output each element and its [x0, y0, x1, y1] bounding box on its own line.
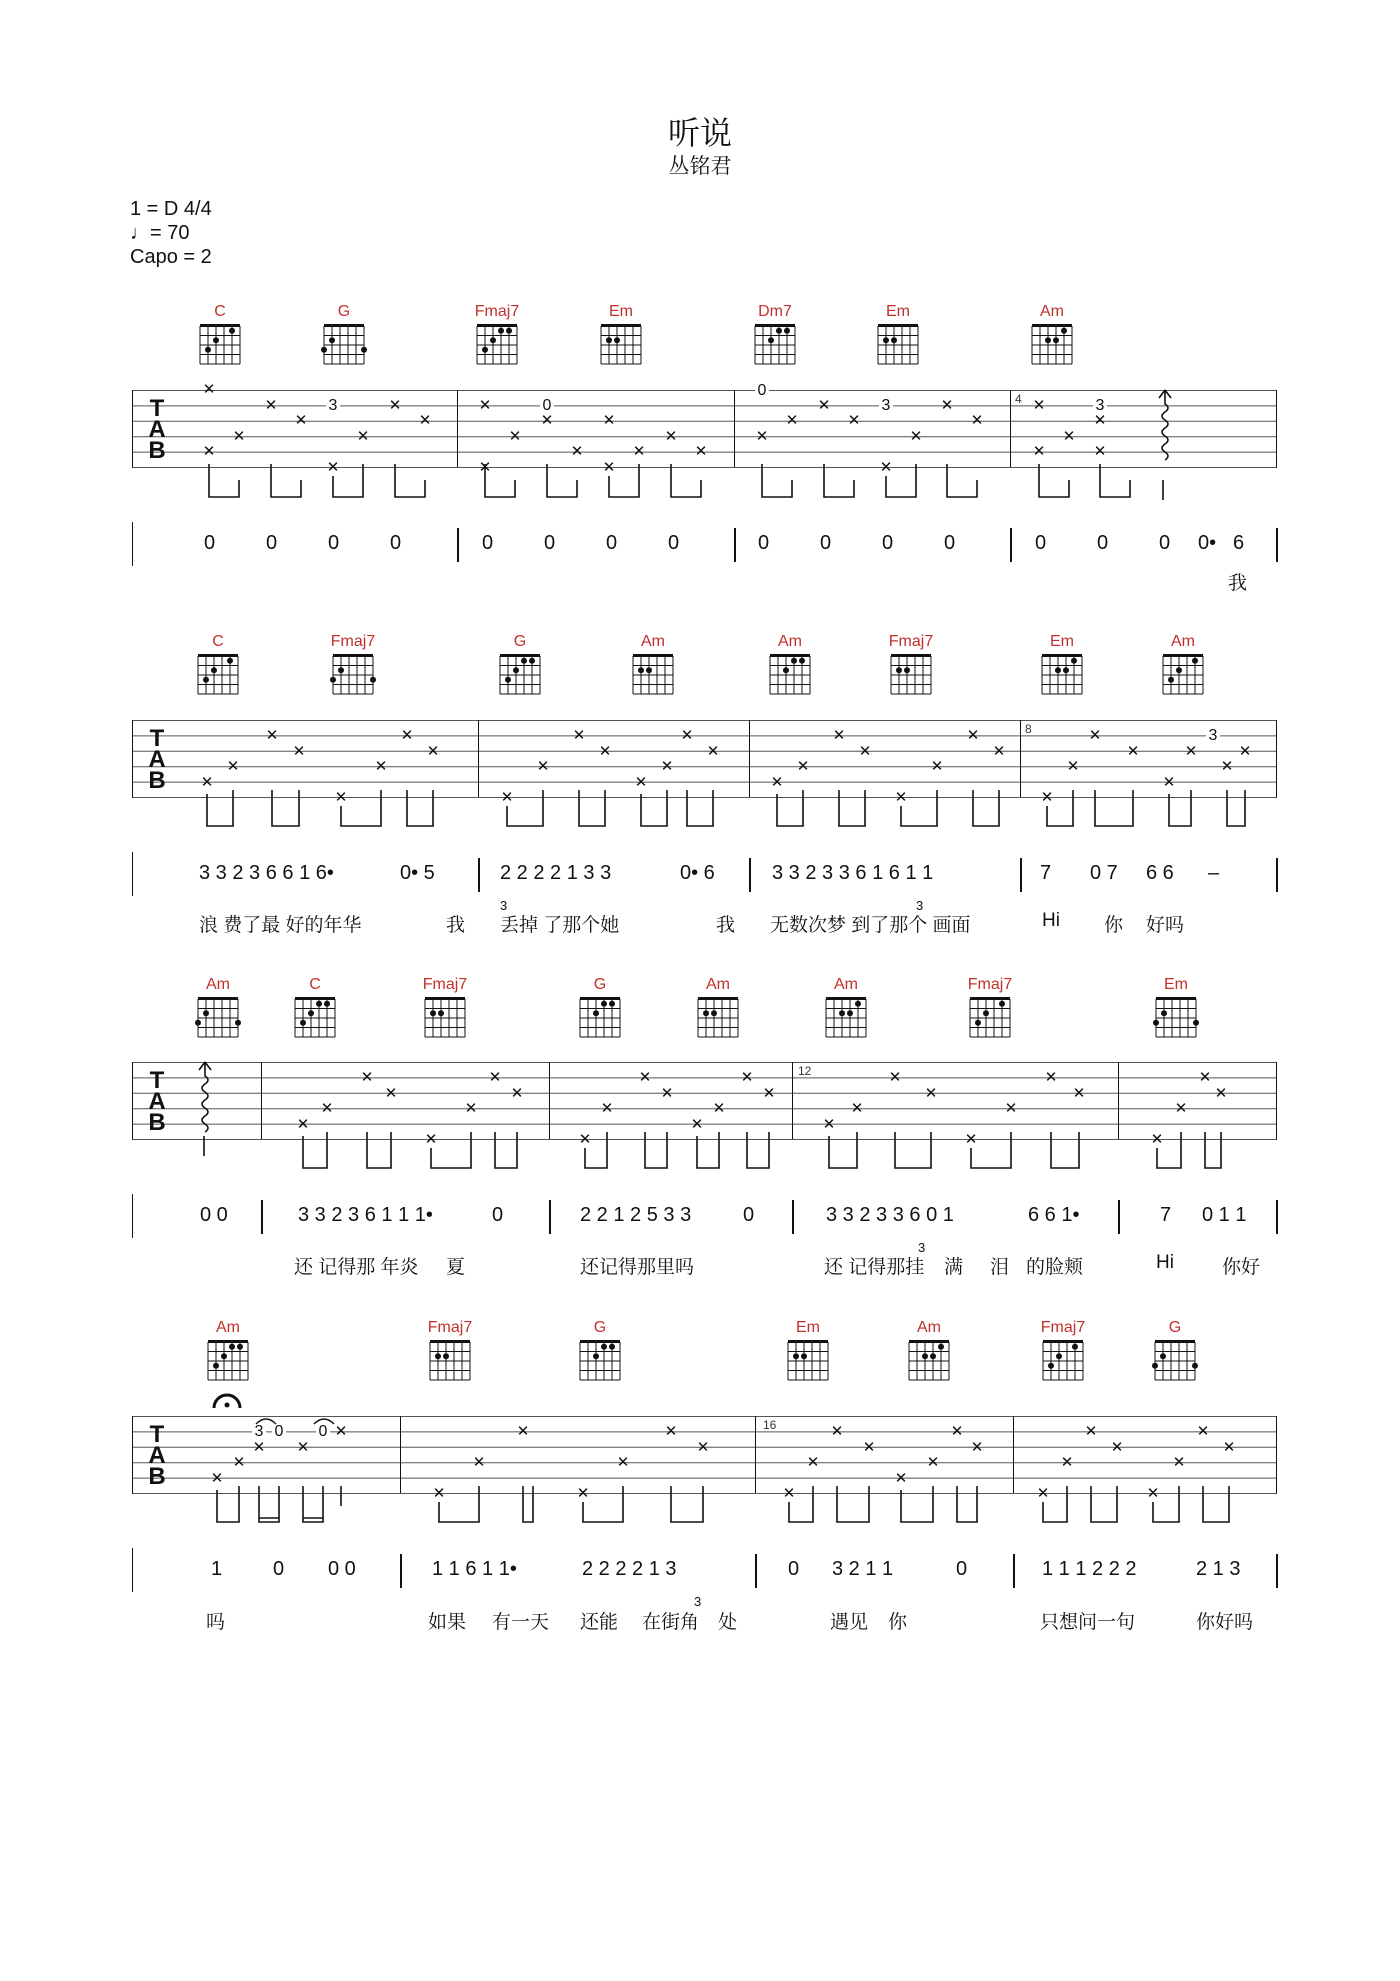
fret-number: 3 — [1093, 398, 1107, 414]
tuplet-mark: 3 — [500, 898, 508, 913]
x-note-icon: ✕ — [464, 1100, 478, 1117]
x-note-icon: ✕ — [232, 428, 246, 445]
x-note-icon: ✕ — [1060, 1454, 1074, 1471]
chord-diagram: Fmaj7 — [1033, 1318, 1093, 1382]
note: 3 3 2 3 3 6 0 1 — [826, 1204, 954, 1226]
note: 0 — [492, 1204, 504, 1226]
x-note-icon: ✕ — [320, 1100, 334, 1117]
lyric: 还 记得那 年炎 — [294, 1257, 419, 1278]
x-note-icon: ✕ — [1093, 443, 1107, 460]
x-note-icon: ✕ — [664, 1423, 678, 1440]
x-note-icon: ✕ — [894, 789, 908, 806]
chord-diagram: Fmaj7 — [323, 632, 383, 696]
x-note-icon: ✕ — [755, 428, 769, 445]
x-note-icon: ✕ — [832, 727, 846, 744]
fret-number: 3 — [1206, 728, 1220, 744]
note: 7 — [1160, 1204, 1172, 1226]
x-note-icon: ✕ — [264, 397, 278, 414]
note: 2 2 1 2 5 3 3 — [580, 1204, 692, 1226]
lyric: 你好 — [1222, 1257, 1261, 1278]
capo: Capo = 2 — [130, 246, 212, 268]
measure-number: 12 — [798, 1064, 812, 1078]
x-note-icon: ✕ — [660, 1085, 674, 1102]
note: 0 — [668, 532, 680, 554]
lyric: 夏 — [446, 1257, 466, 1278]
x-note-icon: ✕ — [508, 428, 522, 445]
x-note-icon: ✕ — [1036, 1485, 1050, 1502]
x-note-icon: ✕ — [1146, 1485, 1160, 1502]
lyric: 你好吗 — [1196, 1612, 1254, 1633]
x-note-icon: ✕ — [374, 758, 388, 775]
x-note-icon: ✕ — [706, 743, 720, 760]
beam-layer — [0, 1486, 1400, 1546]
note: 2 2 2 2 1 3 3 — [500, 862, 612, 884]
x-note-icon: ✕ — [1198, 1069, 1212, 1086]
x-note-icon: ✕ — [292, 743, 306, 760]
note: 0 — [758, 532, 770, 554]
note: 3 3 2 3 6 6 1 6• — [199, 862, 334, 884]
chord-grid-icon — [426, 1338, 474, 1382]
x-note-icon: ✕ — [992, 743, 1006, 760]
x-note-icon: ✕ — [740, 1069, 754, 1086]
tab-clef: T A B — [148, 1421, 166, 1490]
chord-diagram: G — [570, 1318, 630, 1382]
tab-staff — [132, 1416, 1277, 1496]
x-note-icon: ✕ — [1214, 1085, 1228, 1102]
x-note-icon: ✕ — [822, 1116, 836, 1133]
lyric: 浪 费了最 好的年华 — [199, 915, 362, 936]
x-note-icon: ✕ — [202, 443, 216, 460]
x-note-icon: ✕ — [418, 412, 432, 429]
x-note-icon: ✕ — [847, 412, 861, 429]
note: – — [1208, 862, 1220, 884]
x-note-icon: ✕ — [690, 1116, 704, 1133]
x-note-icon: ✕ — [1032, 397, 1046, 414]
lyric: Hi — [1042, 910, 1060, 931]
x-note-icon: ✕ — [926, 1454, 940, 1471]
x-note-icon: ✕ — [1062, 428, 1076, 445]
x-note-icon: ✕ — [1220, 758, 1234, 775]
measure-number: 16 — [763, 1418, 777, 1432]
lyric: 我 — [446, 915, 466, 936]
x-note-icon: ✕ — [850, 1100, 864, 1117]
lyric: 有一天 — [492, 1612, 550, 1633]
lyric: 满 — [944, 1257, 964, 1278]
fret-number: 0 — [316, 1424, 330, 1440]
lyrics-line — [0, 1607, 1400, 1633]
x-note-icon: ✕ — [1126, 743, 1140, 760]
chord-diagram: Em — [1146, 975, 1206, 1039]
note: 0 — [1035, 532, 1047, 554]
chord-diagram: G — [314, 302, 374, 366]
note: 3 3 2 3 3 6 1 6 1 1 — [772, 862, 934, 884]
x-note-icon: ✕ — [1222, 1439, 1236, 1456]
x-note-icon: ✕ — [830, 1423, 844, 1440]
x-note-icon: ✕ — [694, 443, 708, 460]
x-note-icon: ✕ — [770, 774, 784, 791]
chord-diagram: C — [285, 975, 345, 1039]
x-note-icon: ✕ — [600, 1100, 614, 1117]
chord-diagram: G — [1145, 1318, 1205, 1382]
note: 6 6 1• — [1028, 1204, 1080, 1226]
lyric: 的脸颊 — [1026, 1257, 1084, 1278]
x-note-icon: ✕ — [1150, 1131, 1164, 1148]
x-note-icon: ✕ — [660, 758, 674, 775]
x-note-icon: ✕ — [796, 758, 810, 775]
chord-grid-icon — [204, 1338, 252, 1382]
x-note-icon: ✕ — [1238, 743, 1252, 760]
tempo: ♩= 70 — [130, 222, 190, 244]
lyric: 只想问一句 — [1040, 1612, 1136, 1633]
tab-clef: T A B — [148, 725, 166, 794]
note: 0 — [1097, 532, 1109, 554]
x-note-icon: ✕ — [1184, 743, 1198, 760]
measure-number: 4 — [1015, 392, 1022, 406]
chord-grid-icon — [1039, 1338, 1087, 1382]
x-note-icon: ✕ — [616, 1454, 630, 1471]
chord-grid-icon — [1151, 1338, 1199, 1382]
song-artist: 丛铭君 — [668, 155, 732, 178]
x-note-icon: ✕ — [1162, 774, 1176, 791]
note: 3 2 1 1 — [832, 1558, 894, 1580]
note: 0 — [788, 1558, 800, 1580]
chord-grid-icon — [784, 1338, 832, 1382]
lyric: 你 — [1104, 915, 1124, 936]
note: 0 7 — [1090, 862, 1118, 884]
lyric: 无数次梦 到了那个 画面 — [770, 915, 971, 936]
lyric: 还记得那里吗 — [580, 1257, 695, 1278]
x-note-icon: ✕ — [1032, 443, 1046, 460]
note: 0 — [204, 532, 216, 554]
x-note-icon: ✕ — [664, 428, 678, 445]
x-note-icon: ✕ — [817, 397, 831, 414]
lyric: 还能 — [580, 1612, 619, 1633]
x-note-icon: ✕ — [536, 758, 550, 775]
x-note-icon: ✕ — [296, 1116, 310, 1133]
note: 1 — [211, 1558, 223, 1580]
x-note-icon: ✕ — [210, 1470, 224, 1487]
x-note-icon: ✕ — [202, 381, 216, 398]
x-note-icon: ✕ — [500, 789, 514, 806]
x-note-icon: ✕ — [632, 443, 646, 460]
lyric: 你 — [888, 1612, 908, 1633]
chord-diagram: Fmaj7 — [420, 1318, 480, 1382]
x-note-icon: ✕ — [924, 1085, 938, 1102]
x-note-icon: ✕ — [909, 428, 923, 445]
chord-diagram: Am — [1022, 302, 1082, 366]
x-note-icon: ✕ — [1040, 789, 1054, 806]
x-note-icon: ✕ — [226, 758, 240, 775]
x-note-icon: ✕ — [296, 1439, 310, 1456]
lyric: 我 — [1228, 573, 1248, 594]
x-note-icon: ✕ — [602, 412, 616, 429]
chord-diagram: Dm7 — [745, 302, 805, 366]
fermata-icon — [212, 1392, 242, 1410]
x-note-icon: ✕ — [1196, 1423, 1210, 1440]
lyric: 吗 — [206, 1612, 226, 1633]
x-note-icon: ✕ — [360, 1069, 374, 1086]
lyric: 如果 — [428, 1612, 467, 1633]
x-note-icon: ✕ — [862, 1439, 876, 1456]
lyric: 好吗 — [1146, 915, 1185, 936]
note: 7 — [1040, 862, 1052, 884]
x-note-icon: ✕ — [576, 1485, 590, 1502]
x-note-icon: ✕ — [488, 1069, 502, 1086]
tuplet-mark: 3 — [694, 1594, 702, 1609]
note: 0 0 — [328, 1558, 356, 1580]
note: 0• — [1198, 532, 1217, 554]
chord-diagram: Am — [816, 975, 876, 1039]
tie-icon — [250, 1412, 350, 1426]
fret-number: 3 — [326, 398, 340, 414]
lyric: 还 记得那挂 — [824, 1257, 925, 1278]
x-note-icon: ✕ — [424, 1131, 438, 1148]
lyric: 我 — [716, 915, 736, 936]
chord-grid-icon — [576, 1338, 624, 1382]
note: 0 — [882, 532, 894, 554]
x-note-icon: ✕ — [940, 397, 954, 414]
x-note-icon: ✕ — [762, 1085, 776, 1102]
x-note-icon: ✕ — [638, 1069, 652, 1086]
chord-diagram: Em — [591, 302, 651, 366]
x-note-icon: ✕ — [540, 412, 554, 429]
x-note-icon: ✕ — [478, 397, 492, 414]
x-note-icon: ✕ — [1066, 758, 1080, 775]
x-note-icon: ✕ — [782, 1485, 796, 1502]
note: 1 1 6 1 1• — [432, 1558, 517, 1580]
key-signature: 1 = D 4/4 — [130, 198, 212, 220]
chord-diagram: Am — [1153, 632, 1213, 696]
note: 0 — [820, 532, 832, 554]
x-note-icon: ✕ — [1172, 1454, 1186, 1471]
x-note-icon: ✕ — [326, 459, 340, 476]
chord-diagram: G — [490, 632, 550, 696]
note: 0 0 — [200, 1204, 228, 1226]
x-note-icon: ✕ — [696, 1439, 710, 1456]
note: 6 — [1233, 532, 1245, 554]
x-note-icon: ✕ — [964, 1131, 978, 1148]
x-note-icon: ✕ — [578, 1131, 592, 1148]
note: 0• 5 — [400, 862, 435, 884]
x-note-icon: ✕ — [356, 428, 370, 445]
tuplet-mark: 3 — [918, 1240, 926, 1255]
note: 0 — [743, 1204, 755, 1226]
x-note-icon: ✕ — [966, 727, 980, 744]
x-note-icon: ✕ — [252, 1439, 266, 1456]
fret-number: 3 — [252, 1424, 266, 1440]
fret-number: 0 — [540, 398, 554, 414]
x-note-icon: ✕ — [510, 1085, 524, 1102]
chord-diagram: Am — [899, 1318, 959, 1382]
chord-diagram: Em — [868, 302, 928, 366]
x-note-icon: ✕ — [294, 412, 308, 429]
chord-diagram: Fmaj7 — [881, 632, 941, 696]
chord-diagram: Am — [198, 1318, 258, 1382]
x-note-icon: ✕ — [680, 727, 694, 744]
note: 2 1 3 — [1196, 1558, 1241, 1580]
x-note-icon: ✕ — [1072, 1085, 1086, 1102]
chord-diagram: Am — [623, 632, 683, 696]
x-note-icon: ✕ — [888, 1069, 902, 1086]
lyric: 遇见 — [830, 1612, 869, 1633]
tab-clef: T A B — [148, 1067, 166, 1136]
x-note-icon: ✕ — [970, 1439, 984, 1456]
x-note-icon: ✕ — [1004, 1100, 1018, 1117]
x-note-icon: ✕ — [806, 1454, 820, 1471]
note: 0 — [544, 532, 556, 554]
barline — [755, 1416, 756, 1493]
x-note-icon: ✕ — [334, 1423, 348, 1440]
fret-number: 3 — [879, 398, 893, 414]
x-note-icon: ✕ — [1174, 1100, 1188, 1117]
note: 0 — [266, 532, 278, 554]
x-note-icon: ✕ — [970, 412, 984, 429]
barline — [400, 1416, 401, 1493]
note: 0 — [390, 532, 402, 554]
note: 0 — [482, 532, 494, 554]
x-note-icon: ✕ — [1084, 1423, 1098, 1440]
x-note-icon: ✕ — [388, 397, 402, 414]
x-note-icon: ✕ — [712, 1100, 726, 1117]
x-note-icon: ✕ — [785, 412, 799, 429]
song-title: 听说 — [667, 115, 732, 151]
x-note-icon: ✕ — [232, 1454, 246, 1471]
x-note-icon: ✕ — [894, 1470, 908, 1487]
x-note-icon: ✕ — [1093, 412, 1107, 429]
note: 6 6 — [1146, 862, 1174, 884]
x-note-icon: ✕ — [334, 789, 348, 806]
lyric: 在街角 — [642, 1612, 700, 1633]
note: 0 — [956, 1558, 968, 1580]
note: 0 — [606, 532, 618, 554]
chord-diagram: C — [188, 632, 248, 696]
barline — [1013, 1416, 1014, 1493]
numbered-notation — [0, 1558, 1400, 1588]
x-note-icon: ✕ — [516, 1423, 530, 1440]
lyric: 处 — [718, 1612, 738, 1633]
chord-diagram: Fmaj7 — [960, 975, 1020, 1039]
x-note-icon: ✕ — [432, 1485, 446, 1502]
lyric: Hi — [1156, 1252, 1174, 1273]
x-note-icon: ✕ — [400, 727, 414, 744]
note: 0• 6 — [680, 862, 715, 884]
x-note-icon: ✕ — [1110, 1439, 1124, 1456]
x-note-icon: ✕ — [879, 459, 893, 476]
note: 0 — [1159, 532, 1171, 554]
fret-number: 0 — [755, 383, 769, 399]
x-note-icon: ✕ — [634, 774, 648, 791]
x-note-icon: ✕ — [478, 459, 492, 476]
x-note-icon: ✕ — [570, 443, 584, 460]
note: 1 1 1 2 2 2 — [1042, 1558, 1137, 1580]
x-note-icon: ✕ — [265, 727, 279, 744]
note: 0 — [328, 532, 340, 554]
x-note-icon: ✕ — [1044, 1069, 1058, 1086]
x-note-icon: ✕ — [602, 459, 616, 476]
chord-diagram: G — [570, 975, 630, 1039]
measure-number: 8 — [1025, 722, 1032, 736]
x-note-icon: ✕ — [598, 743, 612, 760]
tab-clef: T A B — [148, 395, 166, 464]
tuplet-mark: 3 — [916, 898, 924, 913]
chord-diagram: Fmaj7 — [415, 975, 475, 1039]
chord-diagram: C — [190, 302, 250, 366]
note: 3 3 2 3 6 1 1 1• — [298, 1204, 433, 1226]
x-note-icon: ✕ — [930, 758, 944, 775]
lyric: 泪 — [990, 1257, 1010, 1278]
note: 0 — [273, 1558, 285, 1580]
x-note-icon: ✕ — [572, 727, 586, 744]
x-note-icon: ✕ — [472, 1454, 486, 1471]
fret-number: 0 — [272, 1424, 286, 1440]
lyric: 丢掉 了那个她 — [500, 915, 620, 936]
note: 2 2 2 2 1 3 — [582, 1558, 677, 1580]
x-note-icon: ✕ — [1088, 727, 1102, 744]
chord-diagram: Fmaj7 — [467, 302, 527, 366]
x-note-icon: ✕ — [384, 1085, 398, 1102]
chord-diagram: Am — [760, 632, 820, 696]
x-note-icon: ✕ — [200, 774, 214, 791]
chord-diagram: Em — [1032, 632, 1092, 696]
note: 0 — [944, 532, 956, 554]
x-note-icon: ✕ — [858, 743, 872, 760]
note: 0 1 1 — [1202, 1204, 1247, 1226]
chord-grid-icon — [905, 1338, 953, 1382]
chord-diagram: Am — [188, 975, 248, 1039]
x-note-icon: ✕ — [950, 1423, 964, 1440]
x-note-icon: ✕ — [426, 743, 440, 760]
chord-diagram: Am — [688, 975, 748, 1039]
chord-diagram: Em — [778, 1318, 838, 1382]
